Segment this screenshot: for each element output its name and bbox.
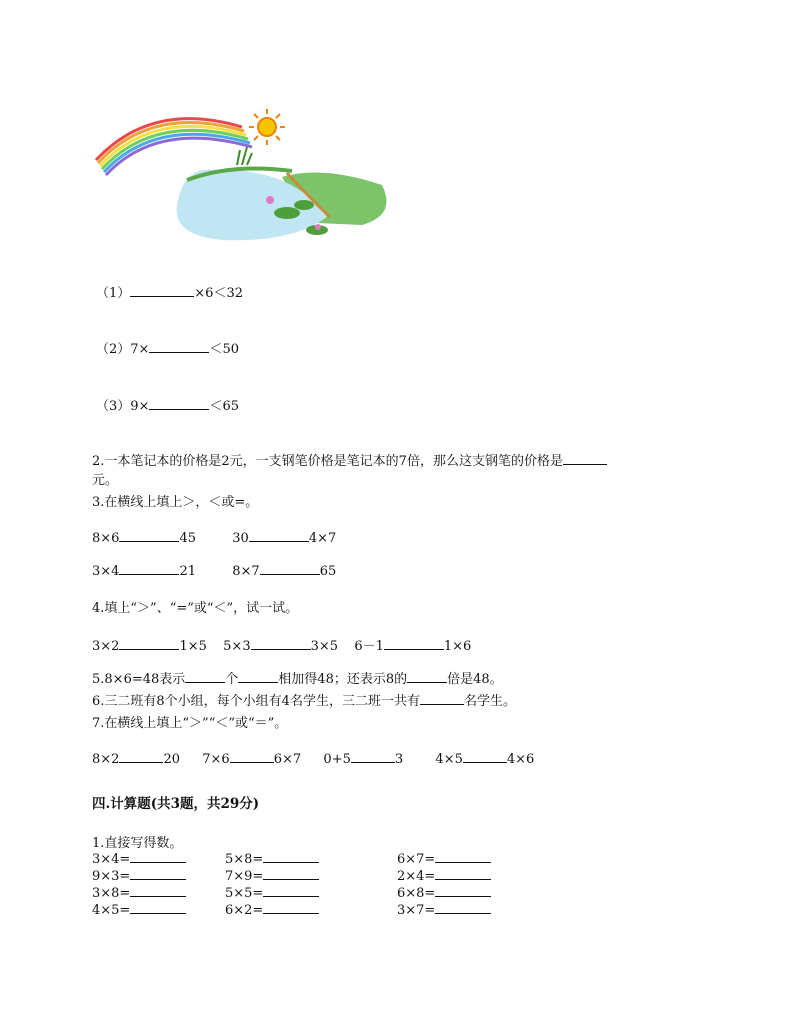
question-2-line2: 元。 — [92, 473, 119, 488]
calc-cell — [225, 901, 397, 918]
calc-row — [92, 901, 517, 918]
answer-blank[interactable] — [435, 884, 491, 897]
answer-blank[interactable] — [119, 562, 179, 575]
answer-blank[interactable] — [463, 750, 507, 763]
section-heading: 四.计算题(共3题，共29分) — [92, 796, 260, 812]
calc-row — [92, 884, 517, 901]
fill-item-1: （1） ×6＜32 — [96, 286, 243, 301]
calc-expression: 2×4= — [397, 869, 436, 884]
answer-blank[interactable] — [185, 670, 225, 683]
calc-cell — [397, 850, 517, 867]
answer-blank[interactable] — [263, 901, 319, 914]
answer-blank[interactable] — [130, 850, 186, 863]
answer-blank[interactable] — [130, 884, 186, 897]
answer-blank[interactable] — [435, 867, 491, 880]
answer-blank[interactable] — [130, 901, 186, 914]
answer-blank[interactable] — [563, 452, 607, 465]
answer-blank[interactable] — [263, 850, 319, 863]
answer-blank[interactable] — [238, 670, 278, 683]
answer-blank[interactable] — [407, 670, 447, 683]
calc-cell — [397, 884, 517, 901]
calc-expression: 7×9= — [225, 869, 264, 884]
answer-blank[interactable] — [251, 637, 311, 650]
calc-expression: 3×8= — [92, 886, 131, 901]
answer-blank[interactable] — [119, 637, 179, 650]
rainbow-icon — [96, 119, 252, 175]
question-6: 6.三二班有8个小组，每个小组有4名学生，三二班一共有 名学生。 — [92, 694, 516, 709]
answer-blank[interactable] — [260, 562, 320, 575]
question-7-title: 7.在横线上填上“＞”“＜”或“＝”。 — [92, 716, 288, 731]
calc-row — [92, 850, 517, 867]
calc-cell — [225, 884, 397, 901]
calc-cell — [92, 884, 225, 901]
answer-blank[interactable] — [351, 750, 395, 763]
calc-cell — [225, 850, 397, 867]
answer-blank[interactable] — [119, 750, 163, 763]
calc-expression: 4×5= — [92, 903, 131, 918]
calc-row — [92, 867, 517, 884]
question-5: 5.8×6=48表示 个 相加得48；还表示8的 倍是48。 — [92, 672, 503, 687]
answer-blank[interactable] — [130, 867, 186, 880]
question-4-row: 3×2 1×5 5×3 3×5 6－1 1×6 — [92, 639, 472, 654]
calc-cell — [92, 901, 225, 918]
answer-blank[interactable] — [230, 750, 274, 763]
question-3-row-1: 8×6 45 30 4×7 — [92, 531, 337, 546]
calc-expression: 3×4= — [92, 852, 131, 867]
calc-table — [92, 850, 517, 918]
pond-rainbow-illustration — [92, 105, 392, 250]
question-7-row: 8×2 20 7×6 6×7 0+5 3 4×5 4×6 — [92, 752, 535, 767]
fill-item-3: （3）9× ＜65 — [96, 399, 239, 414]
pond-icon — [177, 147, 387, 240]
question-3-row-2: 3×4 21 8×7 65 — [92, 564, 337, 579]
fill-item-2: （2）7× ＜50 — [96, 342, 239, 357]
sun-icon — [249, 109, 285, 145]
calc-cell — [92, 867, 225, 884]
calc-cell — [92, 850, 225, 867]
answer-blank[interactable] — [149, 397, 209, 410]
calc-expression: 6×8= — [397, 886, 436, 901]
calc-expression: 5×5= — [225, 886, 264, 901]
calc-title: 1.直接写得数。 — [92, 836, 183, 851]
answer-blank[interactable] — [130, 284, 194, 297]
question-4-title: 4.填上“＞”、“=”或“＜”，试一试。 — [92, 601, 299, 616]
calc-expression: 6×2= — [225, 903, 264, 918]
calc-expression: 9×3= — [92, 869, 131, 884]
answer-blank[interactable] — [119, 529, 179, 542]
answer-blank[interactable] — [420, 692, 464, 705]
calc-cell — [225, 867, 397, 884]
calc-cell — [397, 901, 517, 918]
answer-blank[interactable] — [435, 901, 491, 914]
answer-blank[interactable] — [249, 529, 309, 542]
answer-blank[interactable] — [263, 884, 319, 897]
calc-expression: 5×8= — [225, 852, 264, 867]
question-2-line1: 2.一本笔记本的价格是2元，一支钢笔价格是笔记本的7倍，那么这支钢笔的价格是 — [92, 450, 607, 469]
calc-expression: 3×7= — [397, 903, 436, 918]
answer-blank[interactable] — [435, 850, 491, 863]
calc-cell — [397, 867, 517, 884]
answer-blank[interactable] — [263, 867, 319, 880]
calc-expression: 6×7= — [397, 852, 436, 867]
answer-blank[interactable] — [384, 637, 444, 650]
answer-blank[interactable] — [149, 340, 209, 353]
question-3-title: 3.在横线上填上＞，＜或=。 — [92, 495, 259, 510]
